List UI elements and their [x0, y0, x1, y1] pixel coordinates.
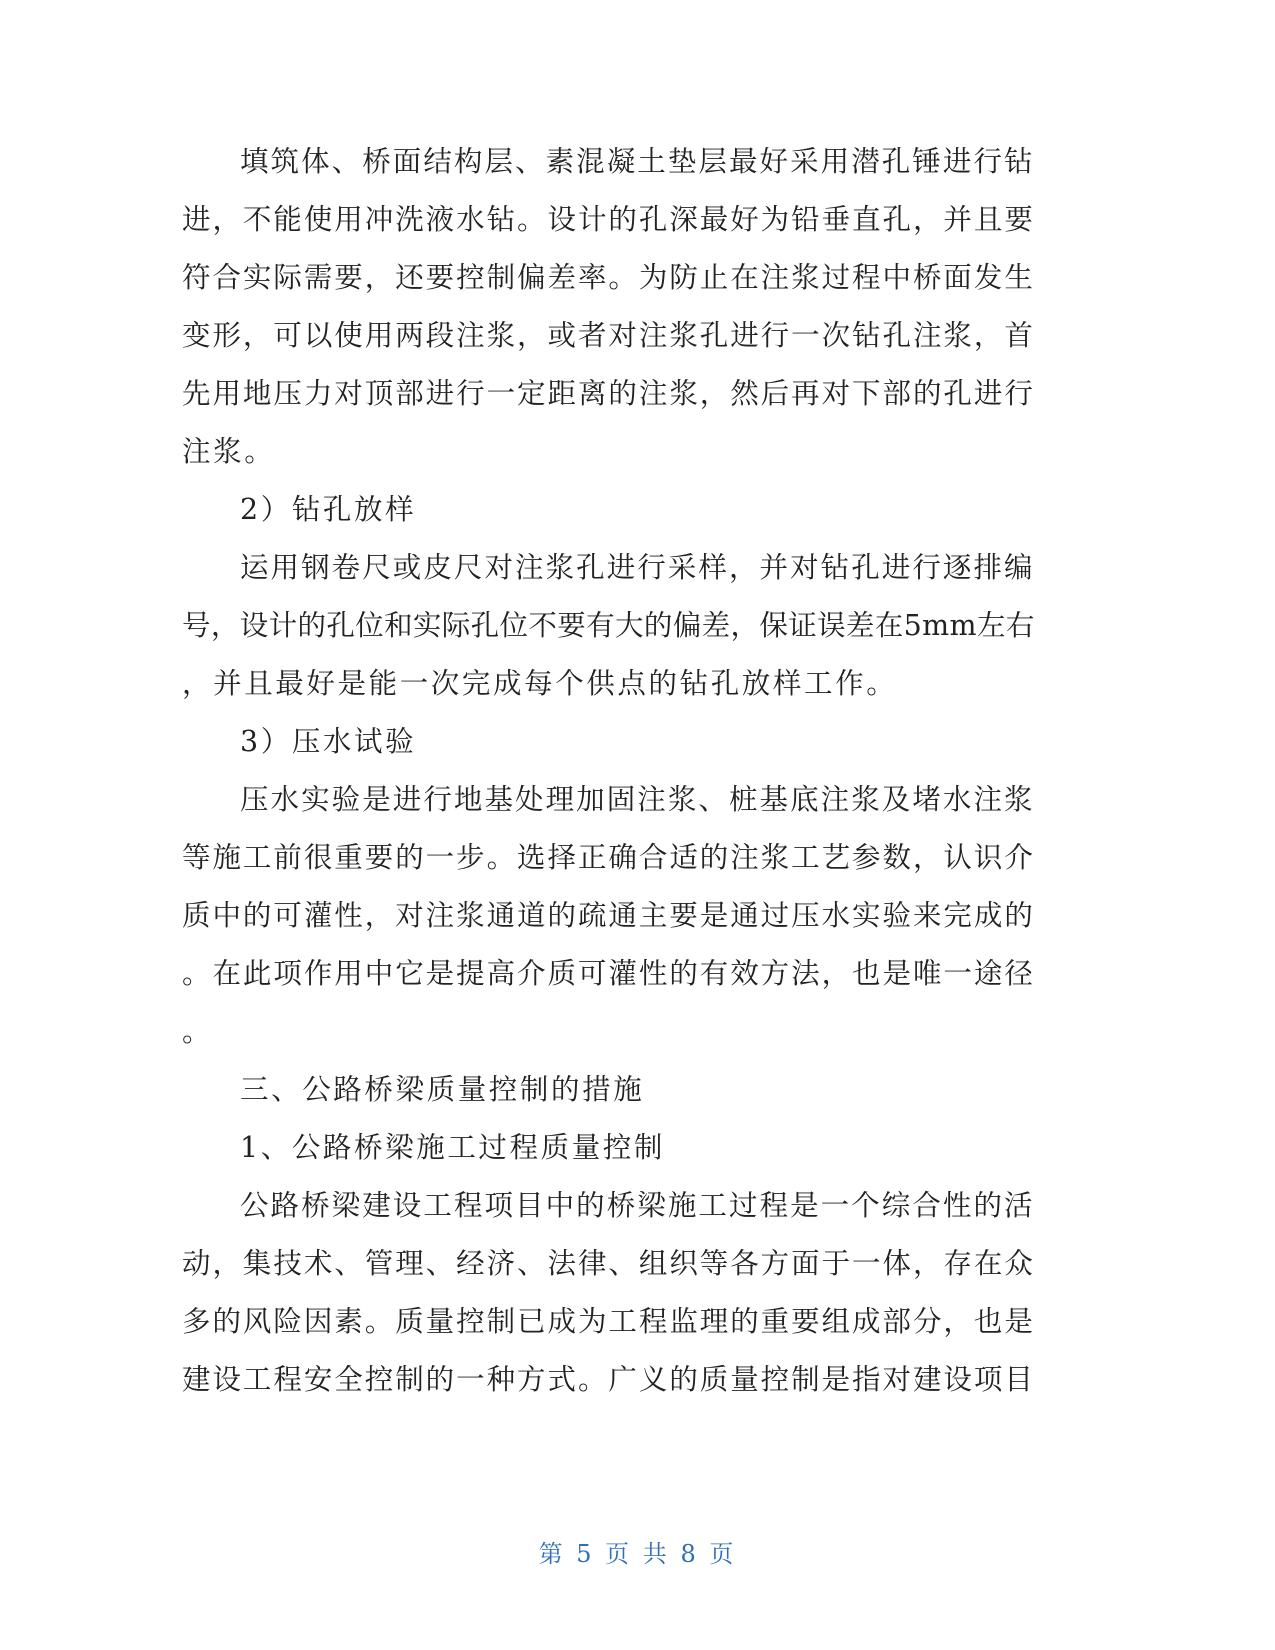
text-line: 多的风险因素。质量控制已成为工程监理的重要组成部分，也是: [182, 1305, 1035, 1338]
subheading-water-pressure-test: 3）压水试验: [240, 725, 417, 758]
section-heading: 三、公路桥梁质量控制的措施: [240, 1073, 645, 1106]
text-line: 建设工程安全控制的一种方式。广义的质量控制是指对建设项目: [182, 1363, 1035, 1396]
text-line: 符合实际需要，还要控制偏差率。为防止在注浆过程中桥面发生: [182, 261, 1035, 294]
text-line: 。在此项作用中它是提高介质可灌性的有效方法，也是唯一途径: [182, 957, 1035, 990]
text-line: 先用地压力对顶部进行一定距离的注浆，然后再对下部的孔进行: [182, 377, 1035, 410]
text-line: 等施工前很重要的一步。选择正确合适的注浆工艺参数，认识介: [182, 841, 1035, 874]
text-line: 进，不能使用冲洗液水钻。设计的孔深最好为铅垂直孔，并且要: [182, 203, 1035, 236]
text-line: 变形，可以使用两段注浆，或者对注浆孔进行一次钻孔注浆，首: [182, 319, 1035, 352]
text-line: 号，设计的孔位和实际孔位不要有大的偏差，保证误差在5mm左右: [182, 609, 1035, 642]
text-line: 运用钢卷尺或皮尺对注浆孔进行采样，并对钻孔进行逐排编: [240, 551, 1035, 584]
subsection-heading: 1、公路桥梁施工过程质量控制: [240, 1131, 666, 1164]
text-line: ，并且最好是能一次完成每个供点的钻孔放样工作。: [182, 667, 898, 700]
text-line: 压水实验是进行地基处理加固注浆、桩基底注浆及堵水注浆: [240, 783, 1035, 816]
subheading-drilling-layout: 2）钻孔放样: [240, 493, 417, 526]
text-line: 填筑体、桥面结构层、素混凝土垫层最好采用潜孔锤进行钻: [240, 145, 1035, 178]
text-line: 公路桥梁建设工程项目中的桥梁施工过程是一个综合性的活: [240, 1189, 1035, 1222]
text-line: 动，集技术、管理、经济、法律、组织等各方面于一体，存在众: [182, 1247, 1035, 1280]
text-line: 注浆。: [182, 435, 276, 468]
text-line: 质中的可灌性，对注浆通道的疏通主要是通过压水实验来完成的: [182, 899, 1035, 932]
page-number-label: 第 5 页 共 8 页: [538, 1540, 737, 1568]
text-line: 。: [182, 1015, 214, 1048]
page-footer: [0, 1538, 1275, 1570]
